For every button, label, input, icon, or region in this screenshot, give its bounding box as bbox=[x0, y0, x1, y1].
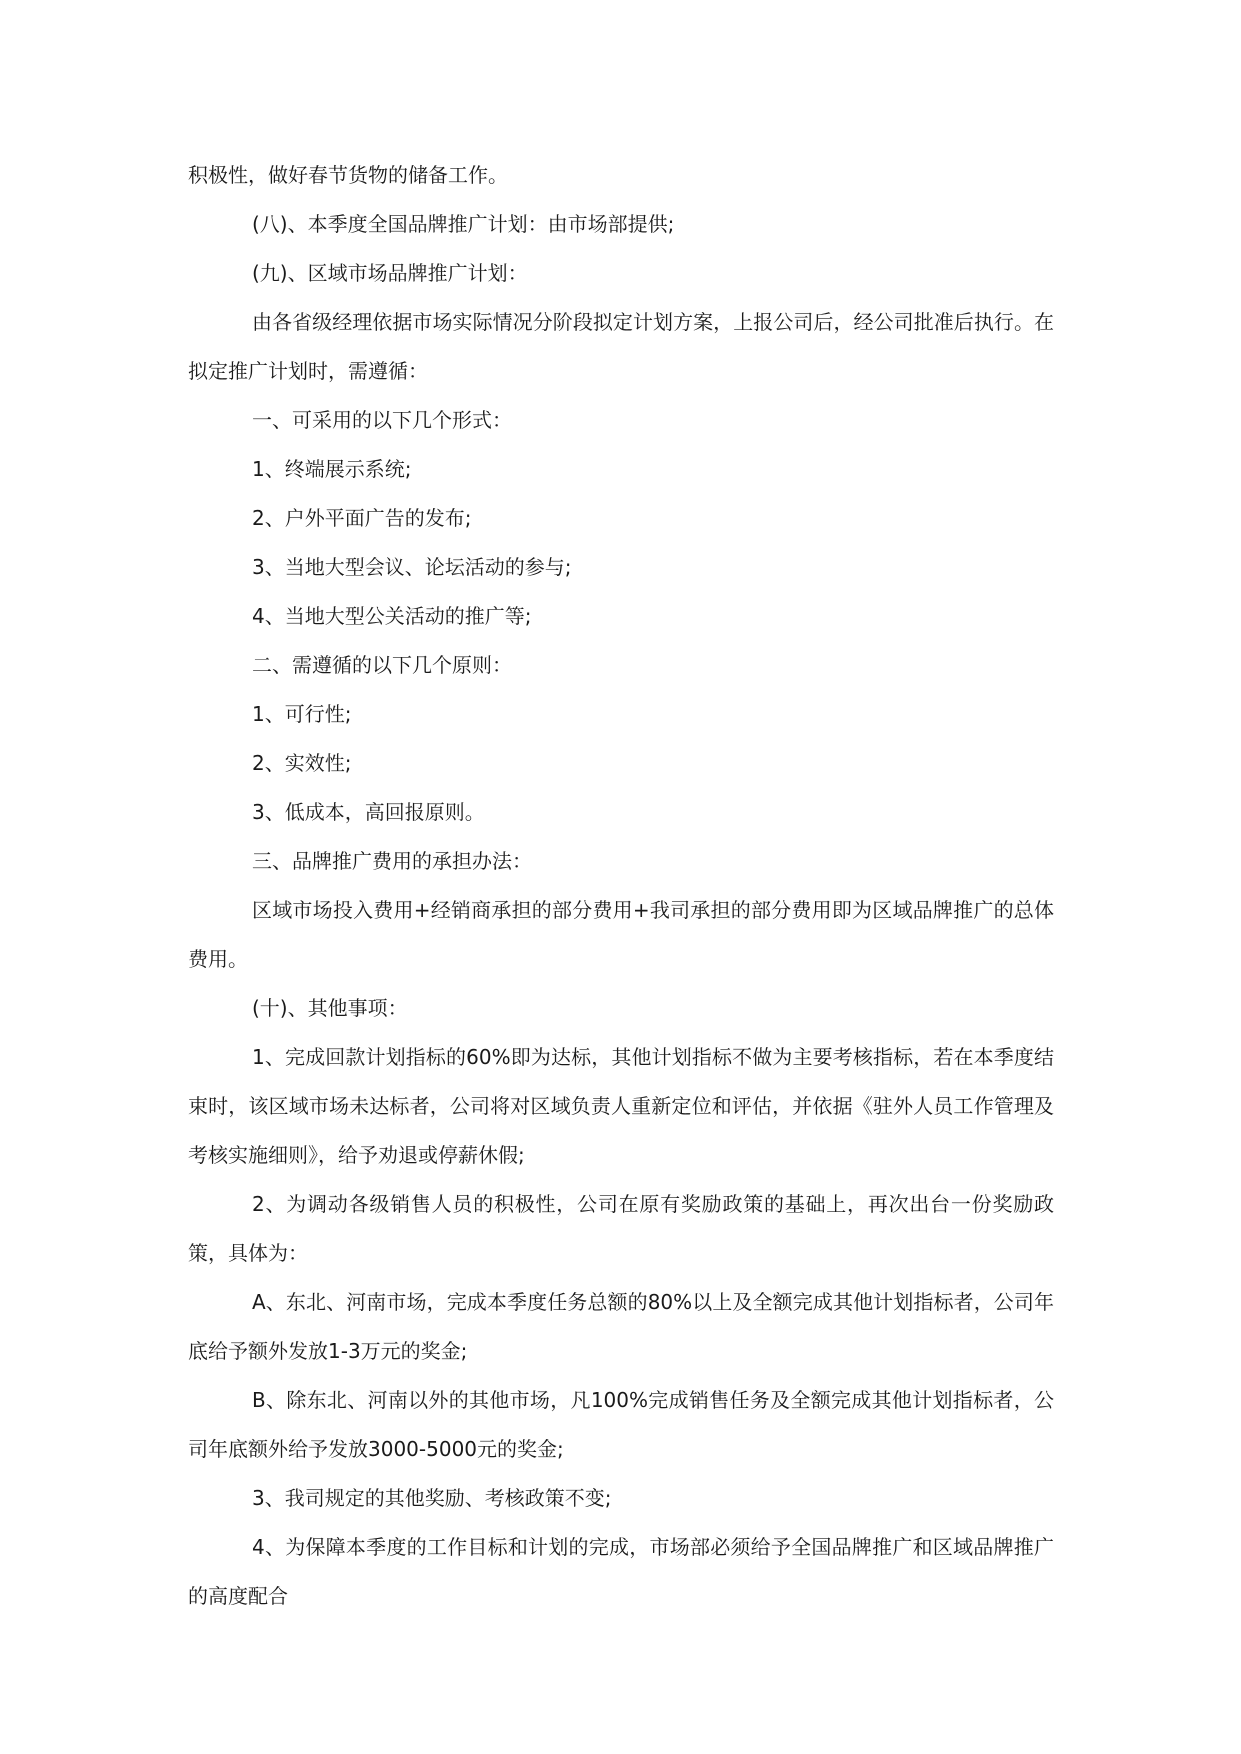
list-item-other-3: 3、我司规定的其他奖励、考核政策不变; bbox=[252, 1486, 612, 1510]
paragraph-principles-heading: 二、需遵循的以下几个原则： bbox=[252, 653, 512, 677]
paragraph-cost-description: 区域市场投入费用+经销商承担的部分费用+我司承担的部分费用即为区域品牌推广的总体费用。 bbox=[188, 898, 1054, 971]
document-body bbox=[188, 151, 1054, 1621]
paragraph-continuation: 积极性，做好春节货物的储备工作。 bbox=[188, 163, 508, 187]
list-item-other-1: 1、完成回款计划指标的60%即为达标，其他计划指标不做为主要考核指标，若在本季度结束时，该区域市场未达标者，公司将对区域负责人重新定位和评估，并依据《驻外人员工作管理及考核实施细则》，给予劝退或停薪休假; bbox=[188, 1045, 1054, 1167]
paragraph-section-9: (九)、区域市场品牌推广计划： bbox=[252, 261, 528, 285]
paragraph-forms-heading: 一、可采用的以下几个形式： bbox=[252, 408, 512, 432]
paragraph-section-10: (十)、其他事项： bbox=[252, 996, 408, 1020]
paragraph-section-8: (八)、本季度全国品牌推广计划：由市场部提供; bbox=[252, 212, 675, 236]
list-item-other-4: 4、为保障本季度的工作目标和计划的完成，市场部必须给予全国品牌推广和区域品牌推广的高度配合 bbox=[188, 1535, 1054, 1608]
paragraph-cost-heading: 三、品牌推广费用的承担办法： bbox=[252, 849, 532, 873]
list-item-reward-a: A、东北、河南市场，完成本季度任务总额的80%以上及全额完成其他计划指标者，公司年底给予额外发放1-3万元的奖金; bbox=[188, 1290, 1054, 1363]
list-item-principle-2: 2、实效性; bbox=[252, 751, 352, 775]
list-item-principle-1: 1、可行性; bbox=[252, 702, 352, 726]
list-item-reward-b: B、除东北、河南以外的其他市场，凡100%完成销售任务及全额完成其他计划指标者，公司年底额外给予发放3000-5000元的奖金; bbox=[188, 1388, 1054, 1461]
list-item-form-2: 2、户外平面广告的发布; bbox=[252, 506, 472, 530]
paragraph-plan-description: 由各省级经理依据市场实际情况分阶段拟定计划方案，上报公司后，经公司批准后执行。在拟定推广计划时，需遵循： bbox=[188, 310, 1054, 383]
list-item-form-3: 3、当地大型会议、论坛活动的参与; bbox=[252, 555, 572, 579]
list-item-form-1: 1、终端展示系统; bbox=[252, 457, 412, 481]
list-item-principle-3: 3、低成本，高回报原则。 bbox=[252, 800, 485, 824]
list-item-form-4: 4、当地大型公关活动的推广等; bbox=[252, 604, 532, 628]
list-item-other-2: 2、为调动各级销售人员的积极性，公司在原有奖励政策的基础上，再次出台一份奖励政策，具体为： bbox=[188, 1192, 1054, 1265]
